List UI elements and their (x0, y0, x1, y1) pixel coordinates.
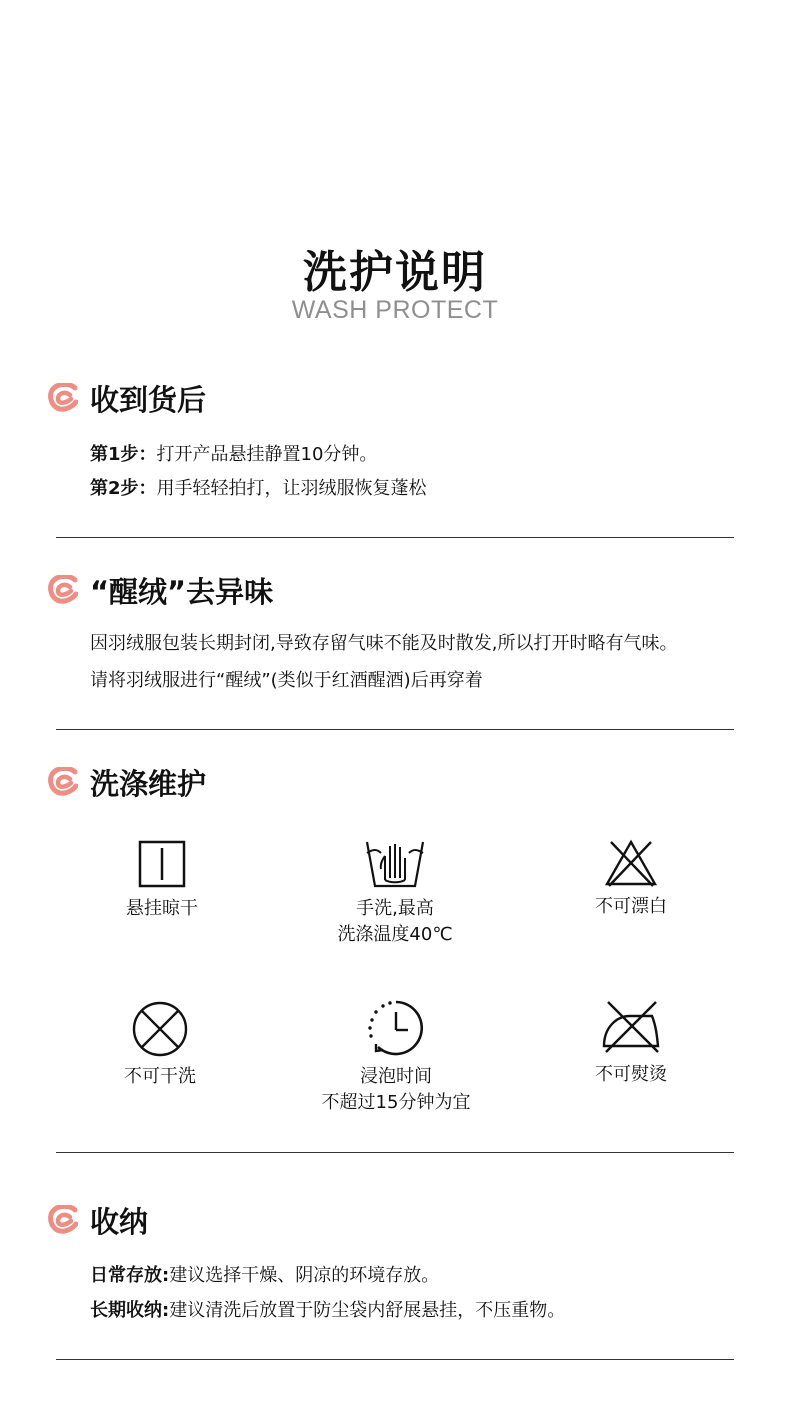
section-heading-receive (48, 378, 206, 418)
step-label: 第2步： (90, 478, 157, 499)
step-text: 用手轻轻拍打，让羽绒服恢复蓬松 (156, 478, 427, 499)
section-heading-deodorize (48, 570, 273, 610)
paragraph-text: 因羽绒服包装长期封闭,导致存留气味不能及时散发,所以打开时略有气味。 (90, 633, 678, 654)
care-label: 不可熨烫 (595, 1064, 667, 1085)
storage-daily (90, 1259, 439, 1293)
no-iron-icon (600, 998, 662, 1056)
paragraph-text: 请将羽绒服进行“醒绒”(类似于红酒醒酒)后再穿着 (90, 670, 483, 691)
divider (56, 1152, 734, 1153)
storage-label: 日常存放: (90, 1265, 170, 1286)
brand-logo-icon (48, 383, 78, 413)
storage-text: 建议清洗后放置于防尘袋内舒展悬挂，不压重物。 (169, 1300, 566, 1321)
care-item-hand-wash (295, 836, 495, 948)
receive-step-1 (90, 438, 377, 472)
care-label: 洗涤温度40℃ (337, 924, 453, 945)
divider (56, 1359, 734, 1360)
no-dry-clean-icon (131, 1000, 189, 1058)
section-title: “醒绒”去异味 (90, 574, 274, 609)
divider (56, 729, 734, 730)
soak-time-icon (366, 998, 426, 1058)
hand-wash-icon (364, 836, 426, 890)
section-heading-storage (48, 1200, 148, 1240)
care-label: 不可漂白 (595, 896, 667, 917)
hang-dry-icon (136, 838, 188, 890)
section-title: 洗涤维护 (90, 766, 207, 801)
brand-logo-icon (48, 575, 78, 605)
section-title: 收到货后 (90, 382, 207, 417)
care-item-no-dry-clean (60, 1000, 260, 1090)
care-label: 手洗,最高 (356, 898, 434, 919)
care-label: 悬挂晾干 (126, 898, 198, 919)
brand-logo-icon (48, 767, 78, 797)
divider (56, 537, 734, 538)
care-item-no-iron (531, 998, 731, 1088)
deodorize-line-1 (90, 627, 677, 661)
page-title: 洗护说明 (303, 247, 487, 298)
care-label: 浸泡时间 (360, 1066, 432, 1087)
storage-label: 长期收纳: (90, 1300, 170, 1321)
step-label: 第1步： (90, 444, 157, 465)
section-title: 收纳 (90, 1204, 149, 1239)
storage-long-term (90, 1294, 565, 1328)
care-item-hang-dry (62, 838, 262, 922)
care-label: 不可干洗 (124, 1066, 196, 1087)
brand-logo-icon (48, 1205, 78, 1235)
no-bleach-icon (603, 836, 659, 888)
section-heading-washing (48, 762, 206, 802)
care-label: 不超过15分钟为宜 (321, 1092, 471, 1113)
step-text: 打开产品悬挂静置10分钟。 (156, 444, 378, 465)
deodorize-line-2 (90, 664, 483, 698)
care-item-soak-time (296, 998, 496, 1116)
receive-step-2 (90, 472, 427, 506)
care-item-no-bleach (531, 836, 731, 920)
page-subtitle: WASH PROTECT (291, 296, 499, 324)
storage-text: 建议选择干燥、阴凉的环境存放。 (169, 1265, 440, 1286)
